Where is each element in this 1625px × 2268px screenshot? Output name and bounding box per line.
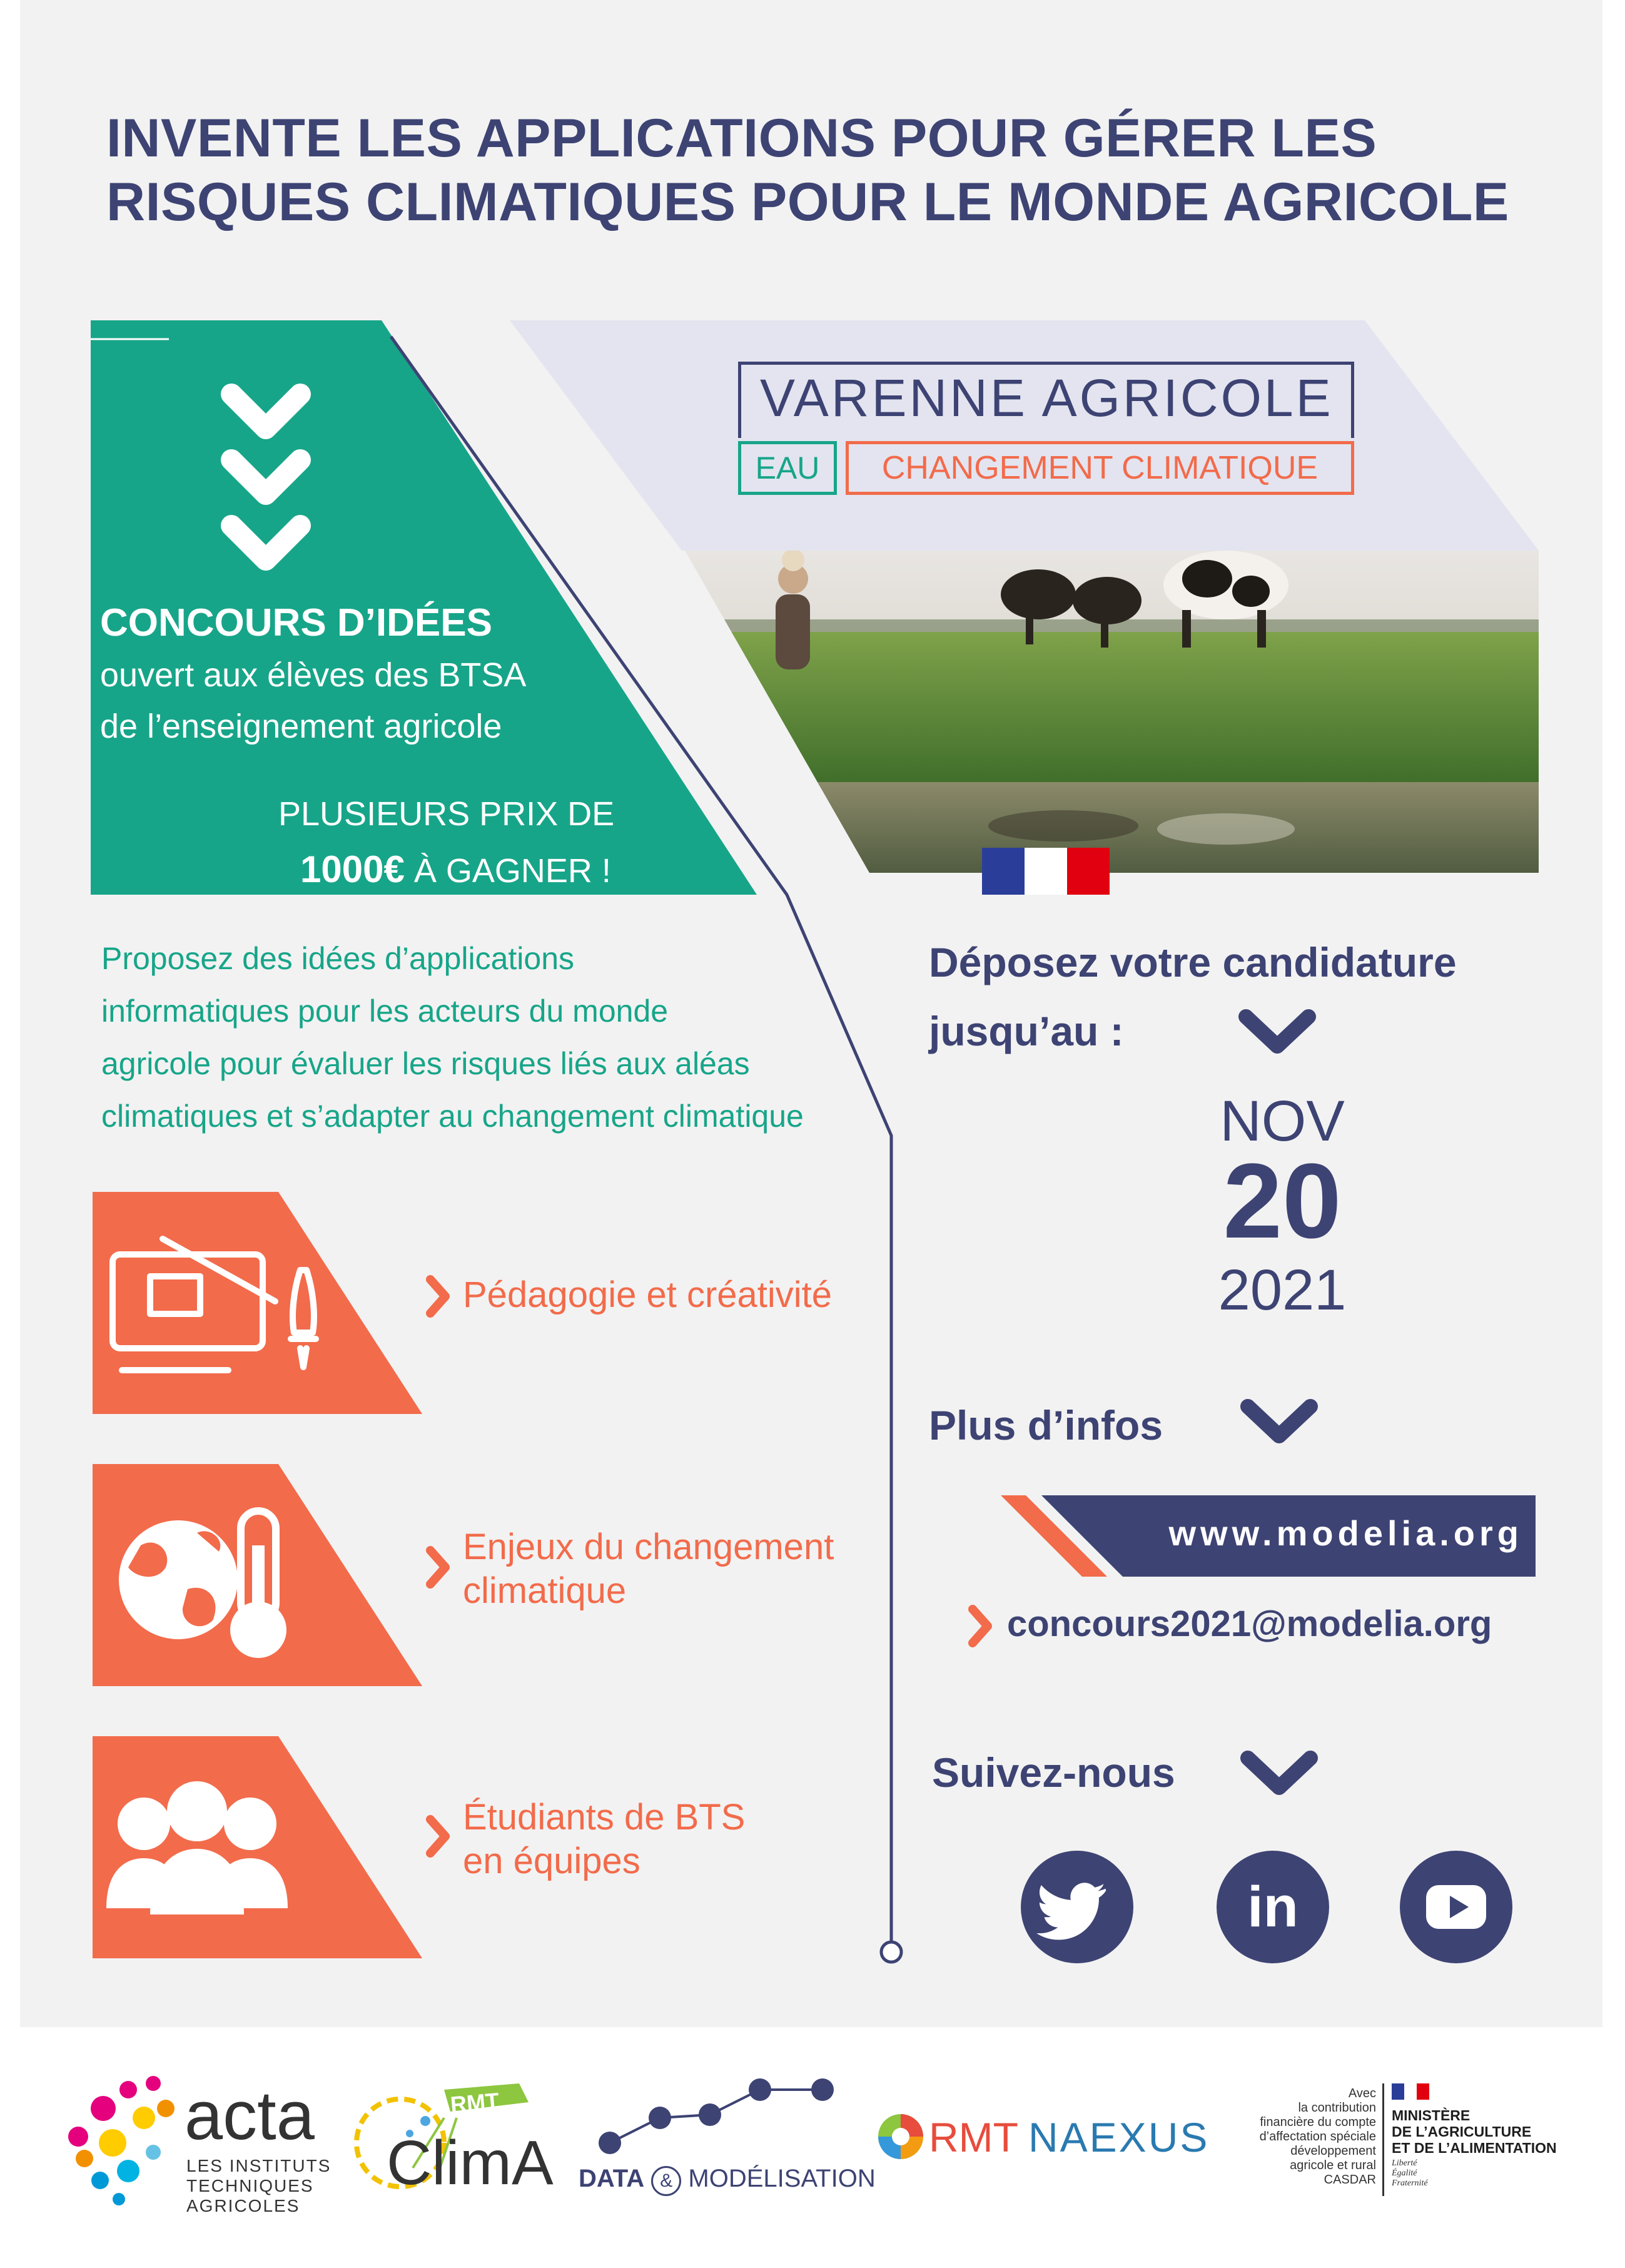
prize-amount: 1000€ [300, 848, 405, 890]
follow-label: Suivez-nous [932, 1749, 1175, 1796]
twitter-icon [1021, 1851, 1133, 1963]
acta-sub-3: AGRICOLES [186, 2196, 300, 2215]
republic-motto [1392, 2159, 1428, 2189]
ampersand: & [651, 2166, 681, 2196]
feature-2-line-1: Enjeux du changement [463, 1527, 834, 1567]
casdar-text [1226, 2087, 1376, 2187]
marianne-flag-icon [1392, 2083, 1429, 2102]
casdar-line-4: d’affectation spéciale [1259, 2130, 1376, 2143]
youtube-icon [1400, 1851, 1512, 1963]
description-line-1: Proposez des idées d’applications [101, 941, 575, 976]
casdar-line-3: financière du compte [1260, 2115, 1376, 2129]
clima-name: ClimA [387, 2128, 554, 2198]
naexus-rmt: RMT [929, 2114, 1018, 2160]
ministry-line-1: MINISTÈRE [1392, 2107, 1471, 2123]
deadline-label-1: Déposez votre candidature [929, 939, 1457, 985]
ministry-divider [1382, 2083, 1384, 2196]
casdar-line-5: développement [1290, 2144, 1376, 2158]
deadline-day: 20 [1223, 1142, 1342, 1261]
data-modelisation-logo-mark [585, 2065, 860, 2165]
modelisation-word: MODÉLISATION [688, 2165, 876, 2192]
info-chevron-icon [1248, 1406, 1310, 1436]
ministry-line-3: ET DE L’ALIMENTATION [1392, 2140, 1557, 2156]
feature-3-line-1: Étudiants de BTS [463, 1797, 746, 1838]
website-link[interactable]: www.modelia.org [1168, 1513, 1523, 1553]
feature-3-line-2: en équipes [463, 1841, 640, 1881]
clima-rmt-label: RMT [449, 2087, 500, 2118]
acta-name: acta [185, 2077, 315, 2154]
varenne-tag-climate: CHANGEMENT CLIMATIQUE [846, 441, 1354, 495]
naexus-logo-mark [876, 2112, 926, 2162]
casdar-line-2: la contribution [1298, 2101, 1376, 2115]
ministry-line-2: DE L’AGRICULTURE [1392, 2123, 1532, 2140]
acta-subtitle [186, 2156, 331, 2216]
linkedin-icon: in [1247, 1875, 1298, 1939]
motto-line-2: Égalité [1392, 2169, 1417, 2178]
acta-sub-1: LES INSTITUTS [186, 2156, 332, 2175]
deadline-chevron-icon [1246, 1017, 1309, 1046]
acta-dots-logo [59, 2065, 185, 2209]
ministry-name [1392, 2107, 1557, 2156]
linkedin-button[interactable] [1217, 1851, 1329, 1963]
feature-3-label [463, 1796, 745, 1883]
deadline-month: NOV [1220, 1089, 1345, 1153]
contest-line-1: ouvert aux élèves des BTSA [100, 656, 527, 694]
description-line-4: climatiques et s’adapter au changement climatique [101, 1099, 804, 1134]
varenne-title: VARENNE AGRICOLE [760, 369, 1334, 427]
contest-line-2: de l’enseignement agricole [100, 708, 502, 745]
description [101, 932, 889, 1142]
deadline-label-2: jusqu’au : [929, 1008, 1124, 1054]
naexus-word: NAEXUS [1028, 2114, 1210, 2160]
feature-1-label [463, 1273, 832, 1317]
acta-sub-2: TECHNIQUES [186, 2176, 314, 2195]
contest-heading: CONCOURS D’IDÉES [100, 601, 492, 644]
casdar-line-6: agricole et rural [1290, 2159, 1376, 2172]
feature-1-line-1: Pédagogie et créativité [463, 1274, 833, 1315]
prize-rest: À GAGNER ! [404, 852, 611, 890]
description-line-3: agricole pour évaluer les risques liés aux aléas [101, 1046, 750, 1081]
info-label: Plus d’infos [929, 1402, 1163, 1448]
follow-chevron-icon [1248, 1758, 1310, 1787]
prize-line-1: PLUSIEURS PRIX DE [278, 795, 615, 833]
varenne-tag-eau: EAU [738, 441, 837, 495]
description-line-2: informatiques pour les acteurs du monde [101, 994, 669, 1029]
motto-line-1: Liberté [1392, 2159, 1417, 2168]
motto-line-3: Fraternité [1392, 2179, 1428, 2188]
prize-line-2 [300, 848, 611, 891]
feature-1-shape [93, 1192, 422, 1414]
naexus-name [929, 2113, 1209, 2161]
feature-2-label [463, 1525, 834, 1613]
title-line-1: INVENTE LES APPLICATIONS POUR GÉRER LES [106, 108, 1377, 168]
email-link[interactable]: concours2021@modelia.org [1007, 1604, 1492, 1644]
twitter-button[interactable] [1021, 1851, 1133, 1963]
deadline-year: 2021 [1218, 1258, 1347, 1322]
data-word: DATA [579, 2165, 645, 2192]
data-modelisation-name [579, 2165, 876, 2196]
title-line-2: RISQUES CLIMATIQUES POUR LE MONDE AGRICOLE [106, 172, 1509, 232]
farm-photo [682, 538, 1545, 876]
casdar-line-7: CASDAR [1324, 2173, 1376, 2187]
feature-2-line-2: climatique [463, 1570, 627, 1611]
france-flag-icon [982, 848, 1110, 895]
casdar-line-1: Avec [1348, 2087, 1376, 2100]
youtube-button[interactable] [1400, 1851, 1512, 1963]
